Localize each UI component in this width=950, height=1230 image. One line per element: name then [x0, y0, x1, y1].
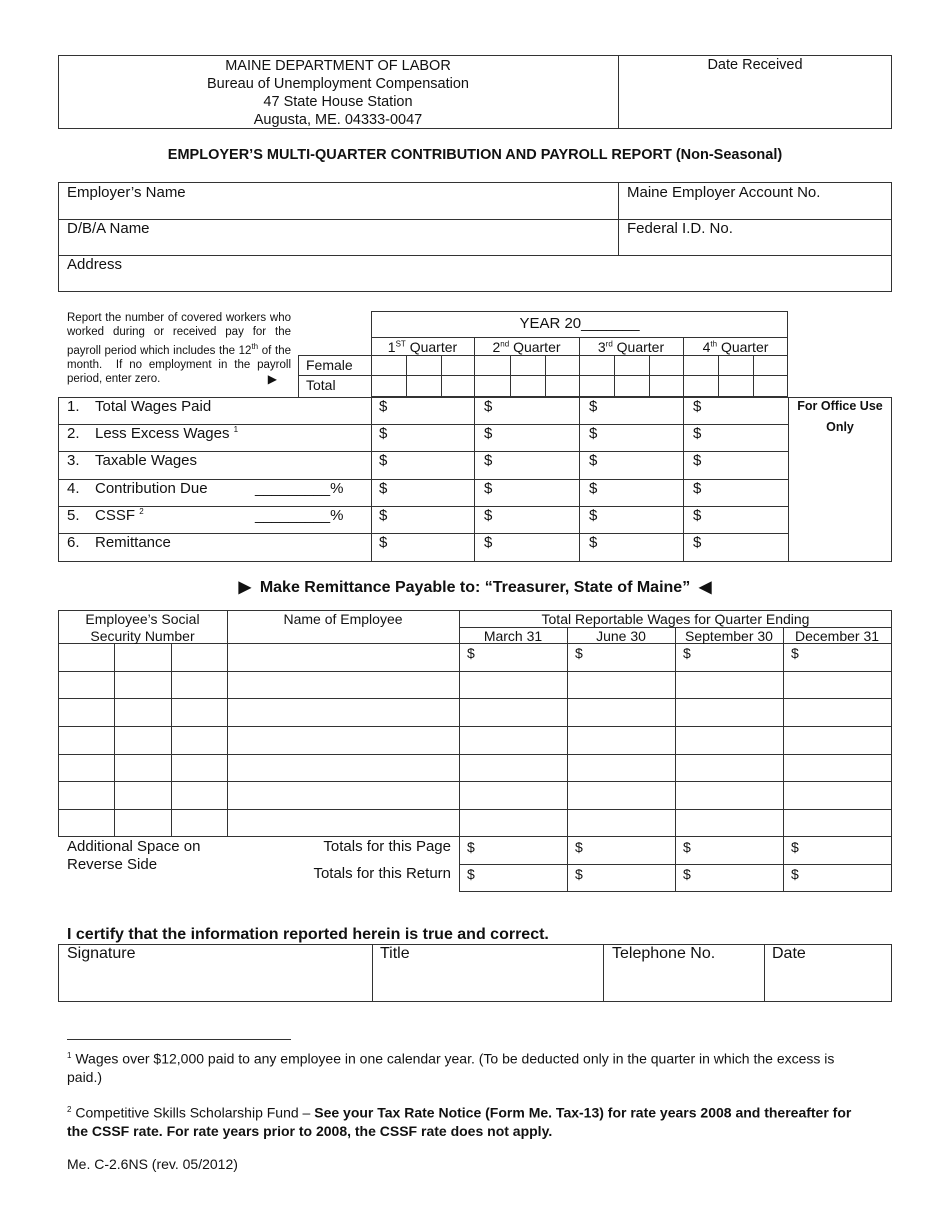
arrow-right-icon: ▶	[267, 372, 277, 387]
agency-line: MAINE DEPARTMENT OF LABOR	[225, 58, 451, 74]
totals-page-label: Totals for this Page	[323, 838, 451, 855]
amount-field[interactable]: $	[589, 534, 598, 551]
dollar-sign: $	[791, 866, 799, 882]
rate-field[interactable]: _________%	[255, 480, 344, 497]
worker-instructions: Report the number of covered workers who worked during or received pay for the payroll period which includes the 12th of the month. If no employment in the payroll period, enter zero. ▶	[67, 312, 291, 387]
quarter-september-header: September 30	[685, 628, 773, 644]
amount-field[interactable]: $	[484, 507, 493, 524]
dollar-sign: $	[467, 645, 475, 661]
quarter-june-header: June 30	[596, 628, 646, 644]
amount-field[interactable]: $	[484, 480, 493, 497]
wages-header: Total Reportable Wages for Quarter Ending	[541, 611, 810, 627]
title-field[interactable]: Title	[380, 945, 410, 962]
dollar-sign: $	[683, 839, 691, 855]
agency-line: 47 State House Station	[263, 94, 413, 110]
quarter-march-header: March 31	[483, 628, 543, 644]
amount-field[interactable]: $	[379, 507, 388, 524]
date-field[interactable]: Date	[772, 945, 806, 962]
line-label: Remittance	[95, 534, 171, 551]
certify-statement: I certify that the information reported herein is true and correct.	[67, 926, 549, 943]
amount-field[interactable]: $	[379, 425, 388, 442]
address-field[interactable]: Address	[67, 256, 123, 273]
quarter-1-header: 1ST Quarter	[387, 339, 458, 355]
line-number: 2.	[67, 425, 80, 442]
year-label[interactable]: YEAR 20_______	[519, 315, 640, 332]
line-number: 4.	[67, 480, 80, 497]
employer-name-field[interactable]: Employer’s Name	[67, 184, 186, 201]
total-label: Total	[306, 377, 336, 393]
footnote-2: $^2$ Competitive Skills Scholarship Fund – See your Tax Rate Notice (Form Me. Tax-13) for rate years 2008 and thereafter for the CSSF rate. For rate years prior to 2008, the CSSF rate does not apply.	[67, 1104, 852, 1139]
agency-line: Augusta, ME. 04333-0047	[253, 112, 423, 128]
dollar-sign: $	[683, 645, 691, 661]
line-label: Contribution Due	[95, 480, 208, 497]
line-label: Less Excess Wages $^1$	[95, 425, 239, 442]
dollar-sign: $	[683, 866, 691, 882]
dollar-sign: $	[575, 839, 583, 855]
line-number: 5.	[67, 507, 80, 524]
remittance-payee: Make Remittance Payable to: “Treasurer, State of Maine”	[259, 579, 691, 596]
amount-field[interactable]: $	[379, 480, 388, 497]
dollar-sign: $	[467, 839, 475, 855]
signature-field[interactable]: Signature	[67, 945, 136, 962]
agency-block	[58, 57, 618, 129]
amount-field[interactable]: $	[484, 425, 493, 442]
line-label: CSSF $^2$	[95, 507, 144, 524]
fein-field[interactable]: Federal I.D. No.	[627, 220, 733, 237]
dba-name-field[interactable]: D/B/A Name	[67, 220, 150, 237]
amount-field[interactable]: $	[693, 507, 702, 524]
quarter-4-header: 4th Quarter	[702, 339, 769, 355]
amount-field[interactable]: $	[589, 480, 598, 497]
employee-name-header: Name of Employee	[283, 611, 403, 627]
ssn-header: Employee’s Social Security Number	[85, 611, 200, 644]
footnote-1: $^1$ Wages over $12,000 paid to any employee in one calendar year. (To be deducted only in the quarter in which the excess is paid.)	[67, 1050, 835, 1085]
quarter-2-header: 2nd Quarter	[492, 339, 561, 355]
rate-field[interactable]: _________%	[255, 507, 344, 524]
amount-field[interactable]: $	[693, 452, 702, 469]
dollar-sign: $	[575, 866, 583, 882]
quarter-3-header: 3rd Quarter	[597, 339, 665, 355]
amount-field[interactable]: $	[379, 534, 388, 551]
female-label: Female	[306, 357, 353, 373]
dollar-sign: $	[575, 645, 583, 661]
amount-field[interactable]: $	[693, 480, 702, 497]
line-number: 3.	[67, 452, 80, 469]
amount-field[interactable]: $	[693, 398, 702, 415]
date-received-label: Date Received	[707, 57, 803, 73]
footnote-rule	[67, 1039, 291, 1040]
arrow-left-icon: ◀	[699, 579, 712, 596]
form-title: EMPLOYER’S MULTI-QUARTER CONTRIBUTION AND PAYROLL REPORT (Non-Seasonal)	[167, 147, 783, 163]
account-no-field[interactable]: Maine Employer Account No.	[627, 184, 821, 201]
amount-field[interactable]: $	[589, 452, 598, 469]
line-label: Taxable Wages	[95, 452, 197, 469]
totals-return-label: Totals for this Return	[313, 865, 451, 882]
dollar-sign: $	[467, 866, 475, 882]
line-number: 1.	[67, 398, 80, 415]
line-number: 6.	[67, 534, 80, 551]
quarter-december-header: December 31	[794, 628, 880, 644]
agency-line: Bureau of Unemployment Compensation	[207, 76, 469, 92]
amount-field[interactable]: $	[484, 452, 493, 469]
office-use-label: For Office Use Only	[797, 399, 883, 434]
amount-field[interactable]: $	[589, 507, 598, 524]
amount-field[interactable]: $	[589, 398, 598, 415]
telephone-field[interactable]: Telephone No.	[612, 945, 716, 962]
amount-field[interactable]: $	[484, 534, 493, 551]
amount-field[interactable]: $	[379, 452, 388, 469]
amount-field[interactable]: $	[589, 425, 598, 442]
form-id: Me. C-2.6NS (rev. 05/2012)	[67, 1156, 238, 1172]
line-label: Total Wages Paid	[95, 398, 212, 415]
signature-box	[58, 944, 892, 1002]
dollar-sign: $	[791, 839, 799, 855]
amount-field[interactable]: $	[484, 398, 493, 415]
arrow-right-icon: ▶	[238, 579, 251, 596]
amount-field[interactable]: $	[379, 398, 388, 415]
additional-space-note: Additional Space on Reverse Side	[67, 838, 201, 873]
remittance-line	[0, 577, 950, 597]
dollar-sign: $	[791, 645, 799, 661]
amount-field[interactable]: $	[693, 534, 702, 551]
amount-field[interactable]: $	[693, 425, 702, 442]
